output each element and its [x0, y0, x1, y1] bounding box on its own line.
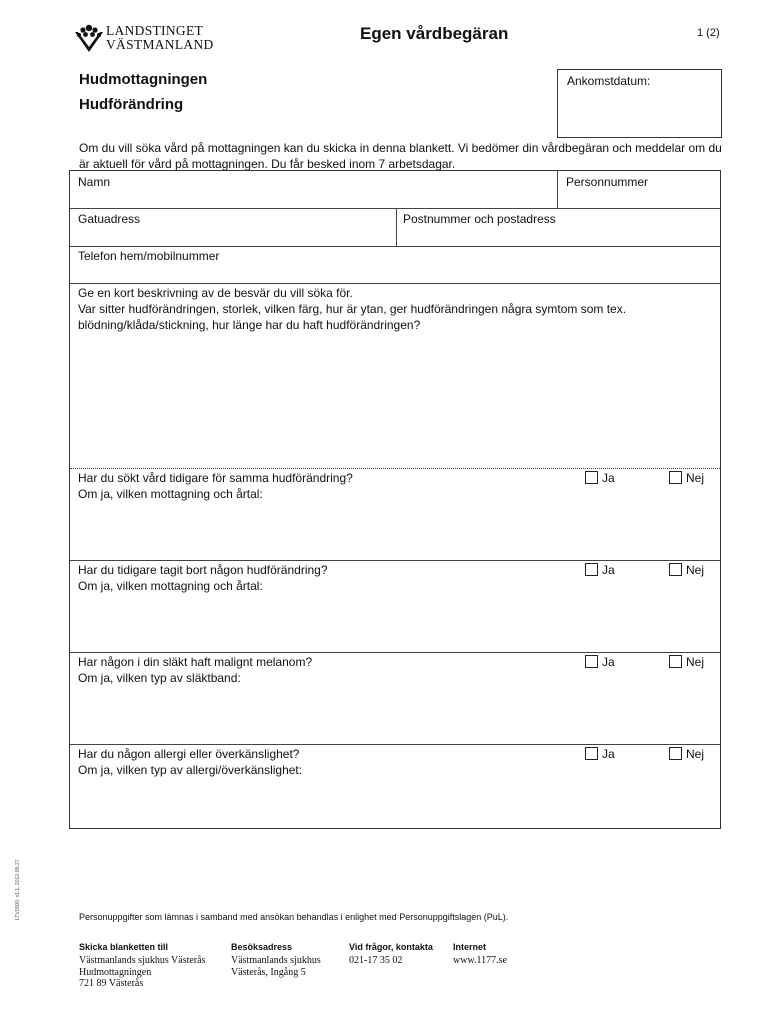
- form-box: [69, 170, 721, 829]
- footer-send-line: Västmanlands sjukhus Västerås: [79, 955, 206, 966]
- description-line-3: blödning/klåda/stickning, hur länge har du haft hudförändringen?: [78, 318, 421, 332]
- question-1-no-checkbox[interactable]: [669, 471, 682, 484]
- arrival-date-label: Ankomstdatum:: [567, 74, 651, 88]
- logo-text: [106, 24, 214, 52]
- phone-label: Telefon hem/mobilnummer: [78, 249, 220, 263]
- description-line-2: Var sitter hudförändringen, storlek, vilken färg, hur är ytan, ger hudförändringen några symtom som tex.: [78, 302, 627, 316]
- name-label: Namn: [78, 175, 111, 189]
- question-3-no-checkbox[interactable]: [669, 655, 682, 668]
- logo-line-2: VÄSTMANLAND: [106, 37, 214, 52]
- question-2-sub-label: Om ja, vilken mottagning och årtal:: [78, 579, 263, 593]
- department-heading: Hudmottagningen: [79, 71, 208, 88]
- footer-visit-line: Västerås, Ingång 5: [231, 966, 306, 978]
- question-1-sub-label: Om ja, vilken mottagning och årtal:: [78, 487, 263, 501]
- question-3-sub-label: Om ja, vilken typ av släktband:: [78, 671, 241, 685]
- question-1-no-label: Nej: [686, 471, 705, 485]
- question-4-no-label: Nej: [686, 747, 705, 761]
- footer-contact-heading: Vid frågor, kontakta: [349, 942, 433, 952]
- question-1-yes-checkbox[interactable]: [585, 471, 598, 484]
- subject-heading: Hudförändring: [79, 96, 184, 113]
- footer-visit-line: Västmanlands sjukhus: [231, 955, 321, 966]
- question-3-yes-label: Ja: [602, 655, 615, 669]
- footer-visit-heading: Besöksadress: [231, 942, 293, 952]
- footer-send-line: 721 89 Västerås: [79, 978, 144, 989]
- intro-text: Om du vill söka vård på mottagningen kan du skicka in denna blankett. Vi bedömer din vårdbegäran och meddelar om du är aktuell för vård på mottagningen. Du får besked inom 7 arbetsdagar.: [79, 141, 722, 171]
- privacy-note: Personuppgifter som lämnas i samband med ansökan behandlas i enlighet med Personuppgiftslagen (PuL).: [79, 912, 509, 922]
- question-3-yes-checkbox[interactable]: [585, 655, 598, 668]
- question-4-yes-checkbox[interactable]: [585, 747, 598, 760]
- footer-contact: [349, 941, 433, 967]
- footer-send-heading: Skicka blanketten till: [79, 942, 169, 952]
- street-label: Gatuadress: [78, 212, 141, 226]
- question-4-label: Har du någon allergi eller överkänslighet?: [78, 747, 300, 761]
- question-3-label: Har någon i din släkt haft malignt melanom?: [78, 655, 313, 669]
- question-4-sub-label: Om ja, vilken typ av allergi/överkänslighet:: [78, 763, 303, 777]
- document-title: Egen vårdbegäran: [360, 24, 509, 43]
- footer-send-to: [79, 941, 205, 990]
- footer-internet-heading: Internet: [453, 942, 487, 952]
- question-4-yes-label: Ja: [602, 747, 615, 761]
- footer-visit-address: [231, 941, 321, 978]
- logo: [72, 22, 212, 56]
- logo-line-1: LANDSTINGET: [106, 23, 204, 38]
- form-id-mark: LTV0000, v1.1, 2012-05-27: [15, 859, 21, 920]
- question-4-no-checkbox[interactable]: [669, 747, 682, 760]
- question-2-no-checkbox[interactable]: [669, 563, 682, 576]
- personal-number-label: Personnummer: [566, 175, 649, 189]
- footer-contact-phone: 021-17 35 02: [349, 955, 403, 966]
- description-line-1: Ge en kort beskrivning av de besvär du vill söka för.: [78, 286, 353, 300]
- arrival-date-box[interactable]: [557, 69, 722, 138]
- question-2-yes-checkbox[interactable]: [585, 563, 598, 576]
- question-1-label: Har du sökt vård tidigare för samma hudförändring?: [78, 471, 353, 485]
- page-number: 1 (2): [697, 27, 720, 39]
- name-field[interactable]: [70, 171, 557, 208]
- footer-internet-link[interactable]: www.1177.se: [453, 955, 507, 966]
- question-1-yes-label: Ja: [602, 471, 615, 485]
- logo-emblem-icon: [72, 22, 106, 56]
- footer-internet: [453, 941, 507, 967]
- question-2-yes-label: Ja: [602, 563, 615, 577]
- footer-send-line: Hudmottagningen: [79, 966, 152, 978]
- question-3-no-label: Nej: [686, 655, 705, 669]
- question-2-label: Har du tidigare tagit bort någon hudförändring?: [78, 563, 328, 577]
- question-2-no-label: Nej: [686, 563, 705, 577]
- postal-label: Postnummer och postadress: [403, 212, 556, 226]
